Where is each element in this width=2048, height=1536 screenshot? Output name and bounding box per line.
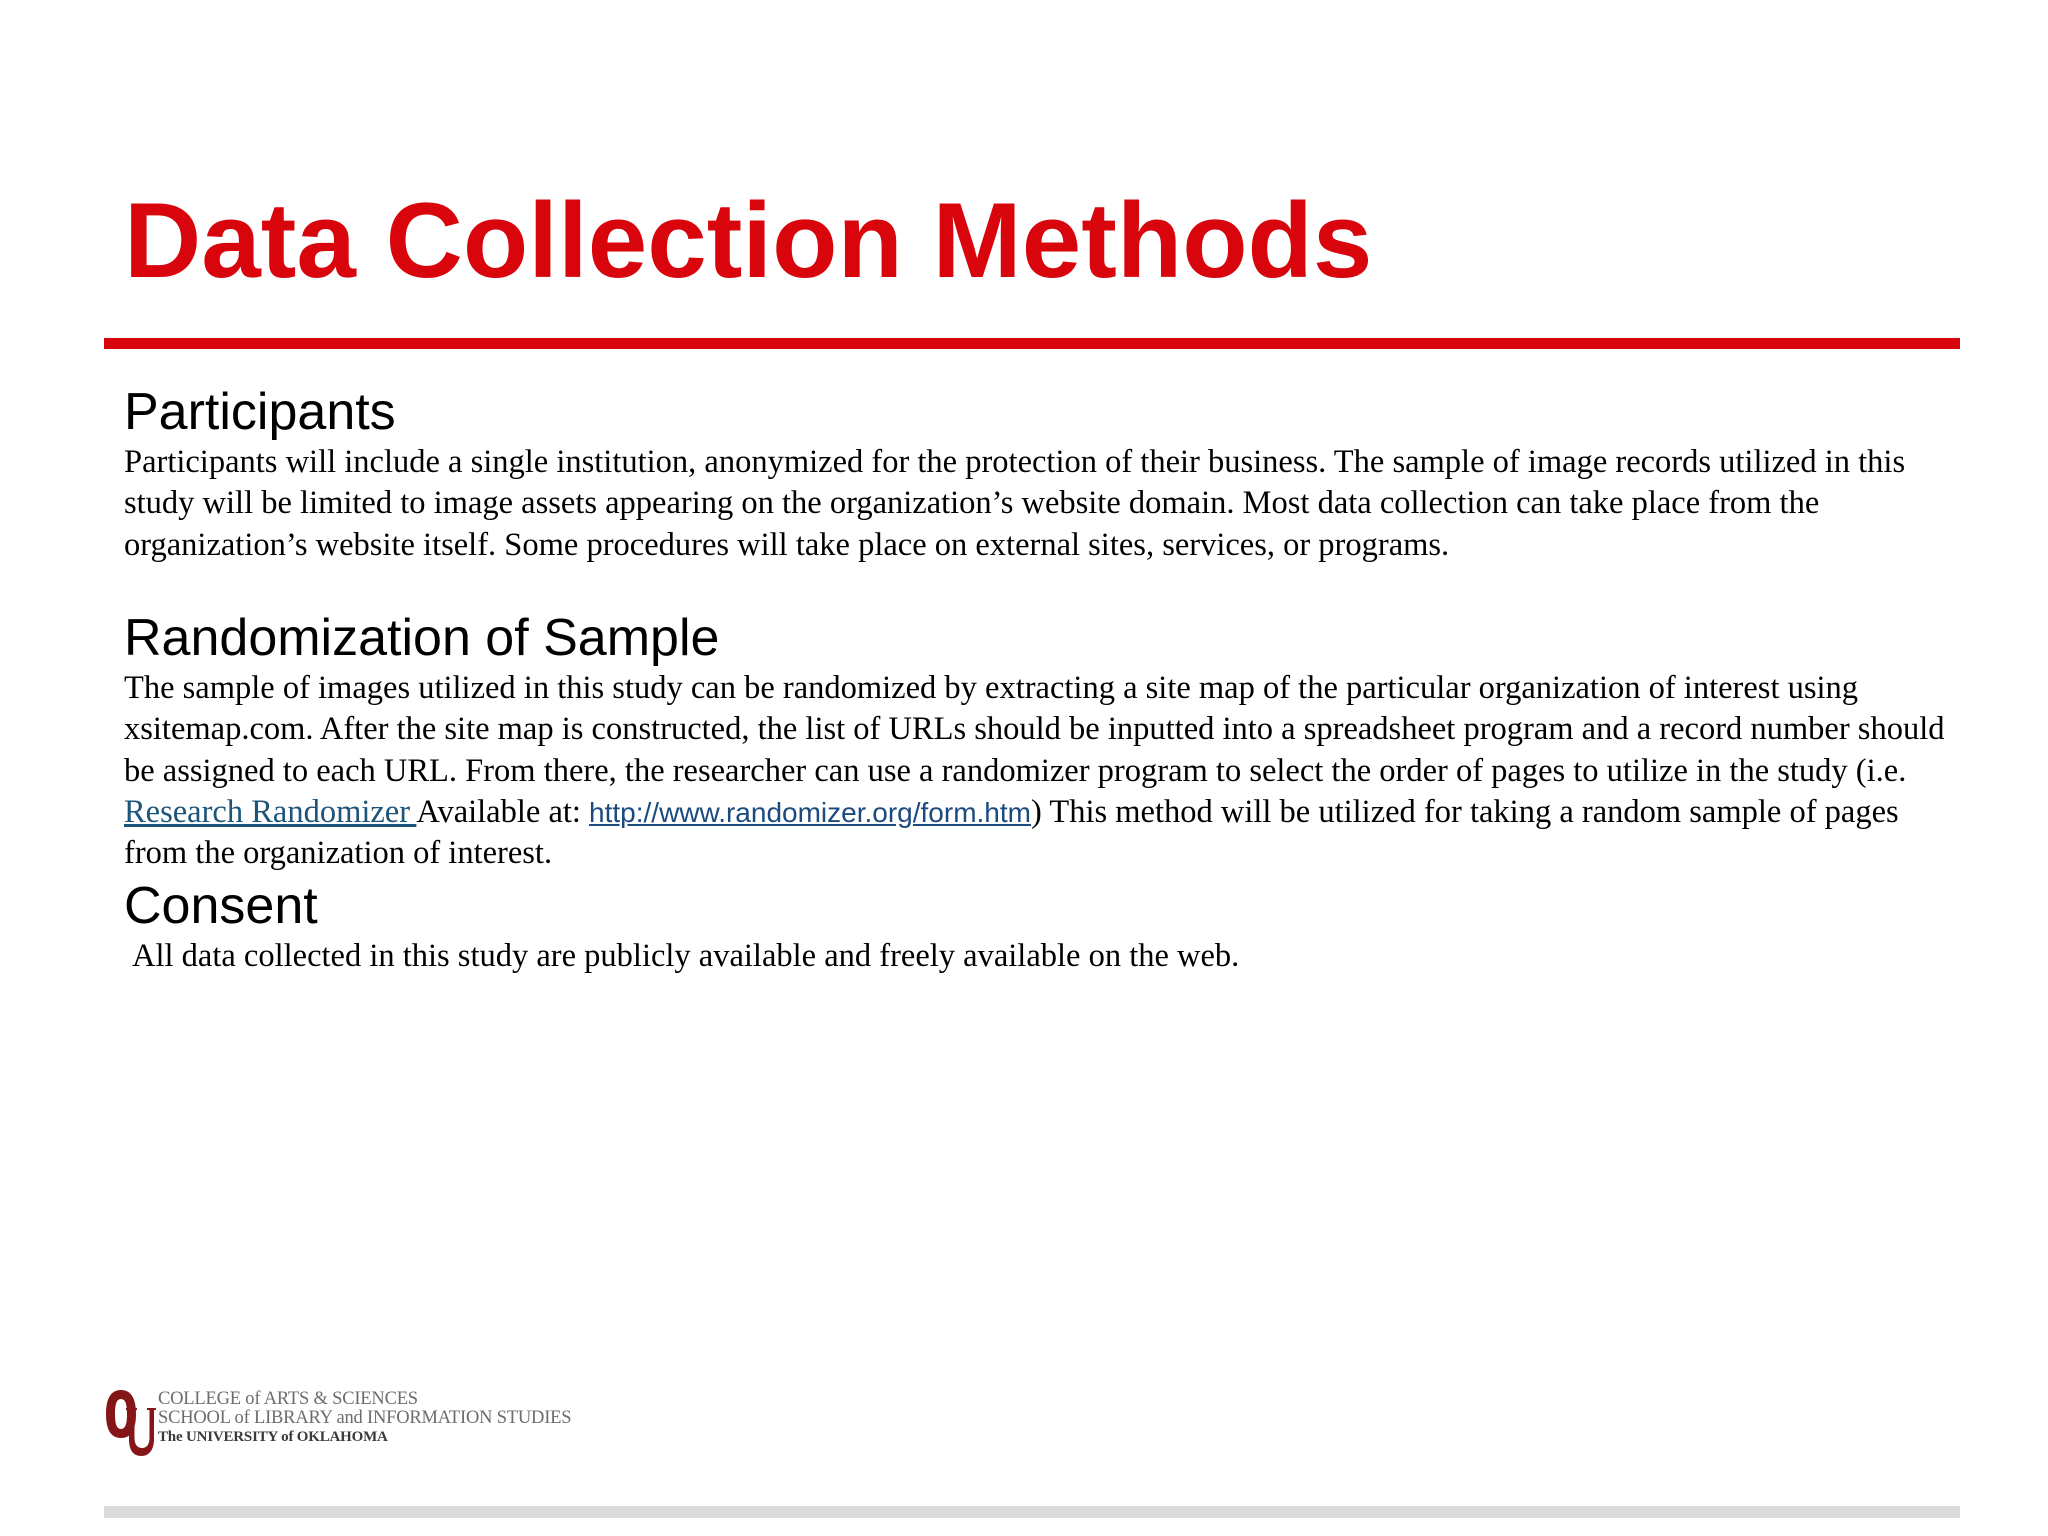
participants-heading: Participants	[124, 383, 396, 441]
slide-title: Data Collection Methods	[124, 180, 1373, 300]
research-randomizer-link[interactable]: Research Randomizer	[124, 793, 417, 830]
logo-line-university: The UNIVERSITY of OKLAHOMA	[158, 1429, 388, 1445]
logo-line-school: SCHOOL of LIBRARY and INFORMATION STUDIES	[158, 1408, 572, 1428]
randomization-body	[124, 668, 1954, 874]
randomization-body-end: ) This method will be utilized for taking a random sample of pages from the organization of interest.	[124, 793, 1899, 872]
randomizer-url-link[interactable]: http://www.randomizer.org/form.htm	[589, 796, 1031, 828]
footer-bar	[104, 1506, 1960, 1518]
section-consent	[124, 876, 1954, 977]
section-participants	[124, 382, 1954, 566]
section-randomization	[124, 608, 1954, 874]
logo-line-college: COLLEGE of ARTS & SCIENCES	[158, 1389, 418, 1409]
participants-body: Participants will include a single institution, anonymized for the protection of their business. The sample of image records utilized in this study will be limited to image assets appearing on the organization’s website domain. Most data collection can take place from the organization’s website itself. Some procedures will take place on external sites, services, or programs.	[124, 444, 1906, 563]
consent-body: All data collected in this study are publicly available and freely available on the web.	[132, 938, 1240, 974]
title-divider	[104, 338, 1960, 349]
ou-logo-icon	[104, 1386, 158, 1460]
randomization-heading: Randomization of Sample	[124, 609, 720, 667]
randomization-body-start: The sample of images utilized in this study can be randomized by extracting a site map of the particular organization of interest using xsitemap.com. After the site map is constructed, the list of URLs should be inputted into a spreadsheet program and a record number should be assigned to each URL. From there, the researcher can use a randomizer program to select the order of pages to utilize in the study (i.e.	[124, 670, 1945, 789]
available-at-text: Available at:	[416, 793, 590, 830]
consent-heading: Consent	[124, 877, 318, 935]
logo-text	[158, 1390, 571, 1447]
university-logo	[104, 1386, 624, 1460]
